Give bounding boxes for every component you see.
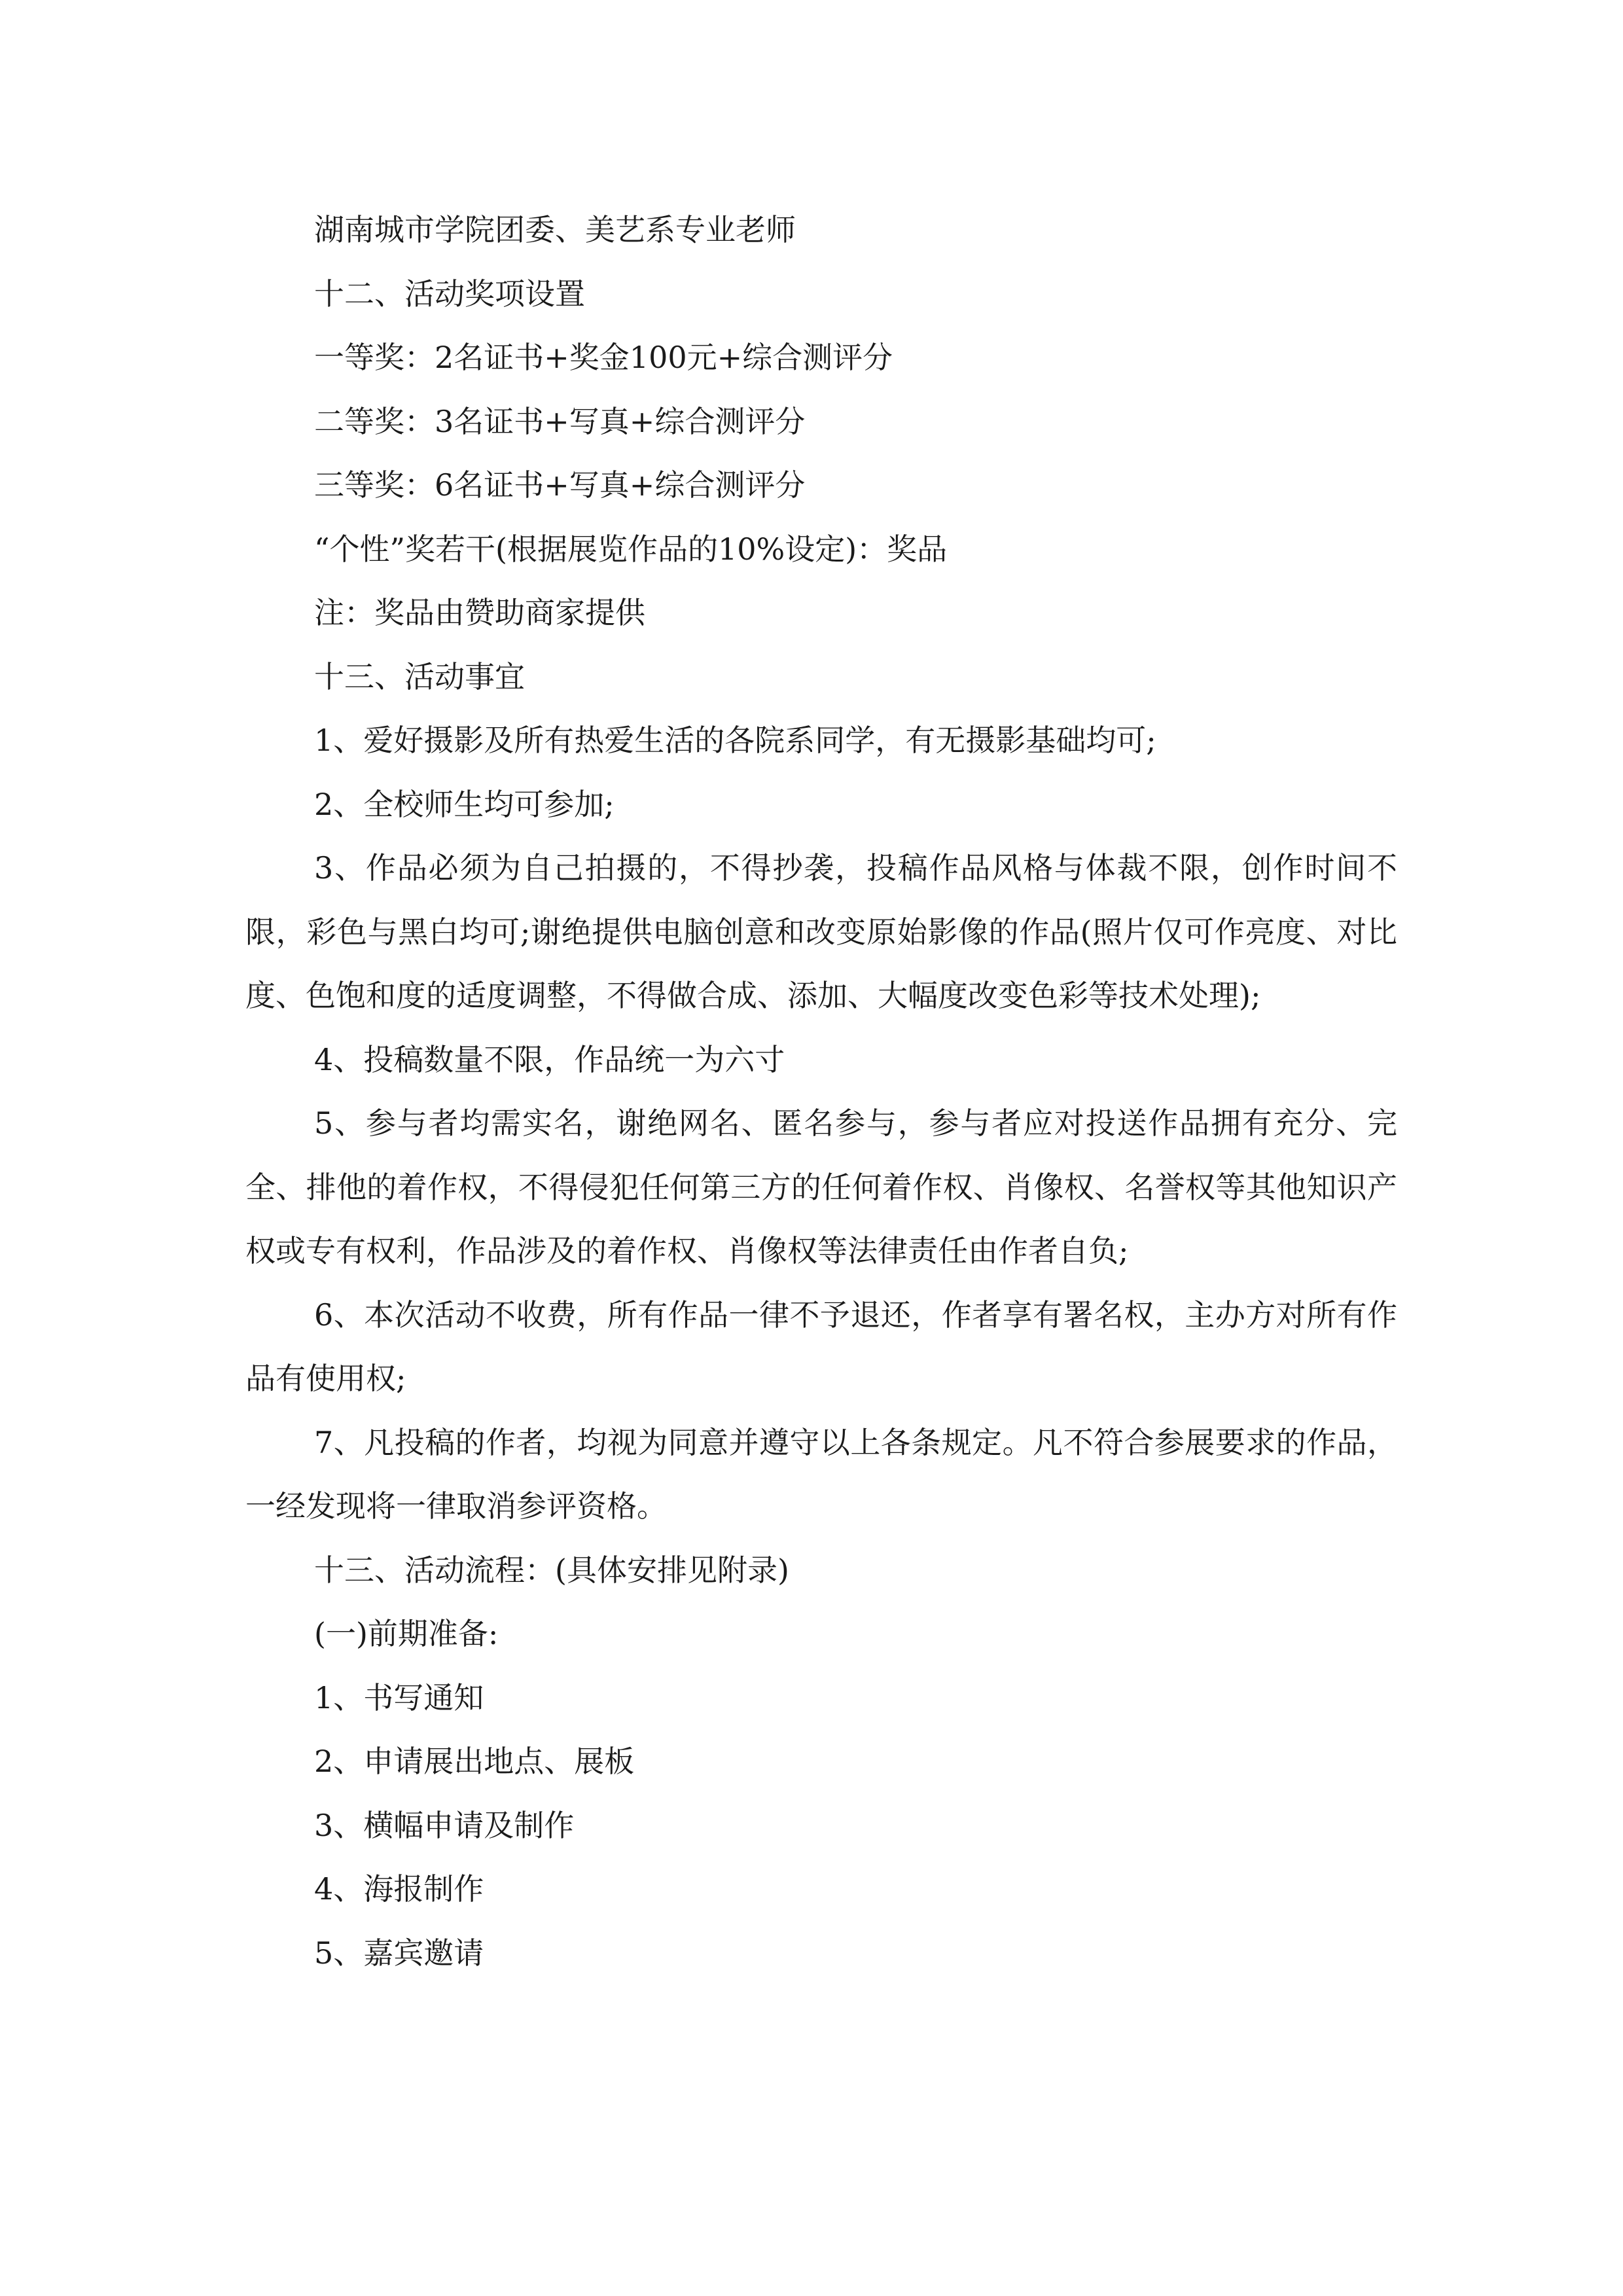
prep-step-5: 5、嘉宾邀请: [314, 1935, 484, 1971]
document-page: [245, 198, 1397, 1985]
award-first-prize: 一等奖：2名证书+奖金100元+综合测评分: [314, 340, 893, 375]
award-second-prize: 二等奖：3名证书+写真+综合测评分: [314, 403, 806, 439]
award-note: 注：奖品由赞助商家提供: [314, 595, 645, 630]
heading-activity-matters: 十三、活动事宜: [314, 658, 525, 694]
prep-step-1: 1、书写通知: [314, 1679, 484, 1715]
rule-2: 2、全校师生均可参加;: [314, 786, 615, 822]
heading-activity-process: 十三、活动流程：(具体安排见附录): [314, 1552, 789, 1588]
heading-awards: 十二、活动奖项设置: [314, 276, 585, 312]
rule-4: 4、投稿数量不限，作品统一为六寸: [314, 1041, 785, 1077]
rule-1: 1、爱好摄影及所有热爱生活的各院系同学，有无摄影基础均可;: [314, 723, 1156, 758]
prep-step-2: 2、申请展出地点、展板: [314, 1744, 635, 1779]
award-personality-prize: “个性”奖若干(根据展览作品的10%设定)：奖品: [314, 531, 948, 567]
prep-step-4: 4、海报制作: [314, 1871, 484, 1907]
paragraph-organizer: 湖南城市学院团委、美艺系专业老师: [314, 212, 796, 247]
rule-5: 5、参与者均需实名，谢绝网名、匿名参与，参与者应对投送作品拥有充分、完全、排他的着作权，不得侵犯任何第三方的任何着作权、肖像权、名誉权等其他知识产权或专有权利，作品涉及的着作权、肖像权等法律责任由作者自负;: [245, 1105, 1397, 1268]
rule-7: 7、凡投稿的作者，均视为同意并遵守以上各条规定。凡不符合参展要求的作品，一经发现将一律取消参评资格。: [245, 1424, 1397, 1524]
rule-6: 6、本次活动不收费，所有作品一律不予退还，作者享有署名权，主办方对所有作品有使用权;: [245, 1297, 1397, 1396]
subheading-preparation: (一)前期准备:: [314, 1616, 499, 1651]
rule-3: 3、作品必须为自己拍摄的，不得抄袭，投稿作品风格与体裁不限，创作时间不限，彩色与黑白均可;谢绝提供电脑创意和改变原始影像的作品(照片仅可作亮度、对比度、色饱和度的适度调整，不得做合成、添加、大幅度改变色彩等技术处理);: [245, 850, 1397, 1013]
prep-step-3: 3、横幅申请及制作: [314, 1807, 575, 1843]
award-third-prize: 三等奖：6名证书+写真+综合测评分: [314, 467, 806, 503]
